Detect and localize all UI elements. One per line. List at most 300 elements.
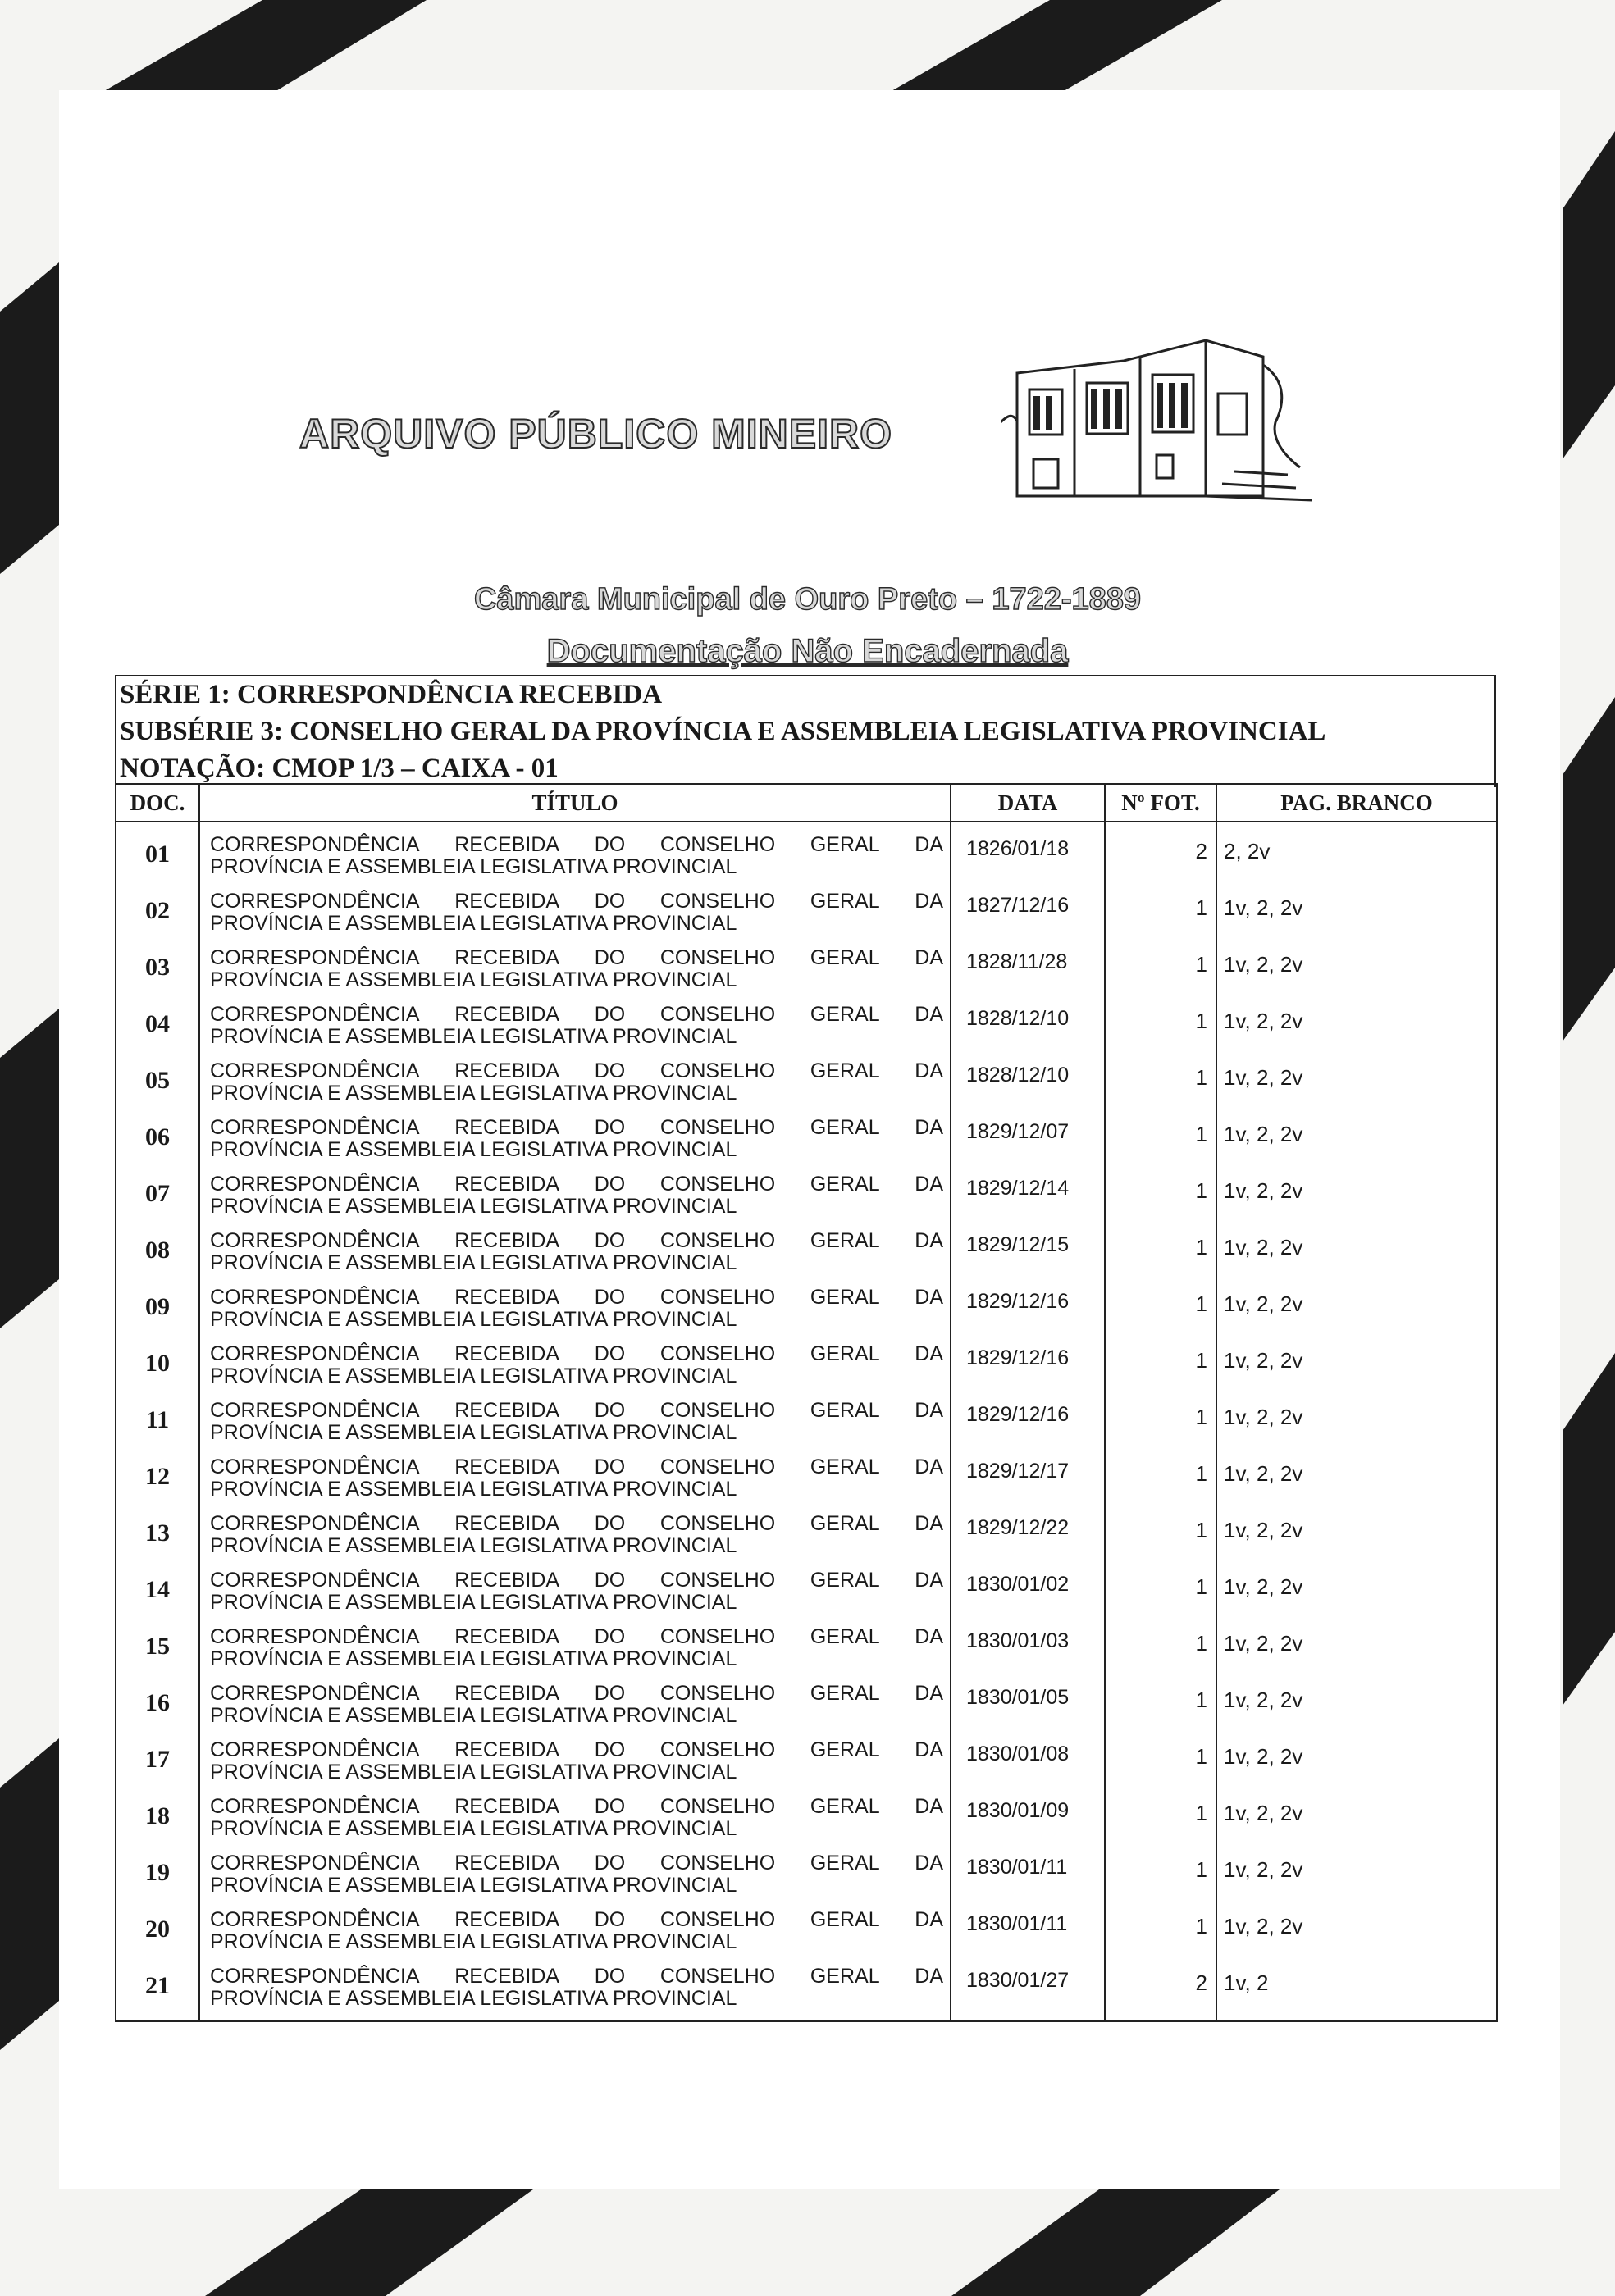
table-row: [116, 1964, 1497, 2021]
title-word: RECEBIDA: [454, 1682, 560, 1705]
title-word: GERAL: [810, 1229, 880, 1252]
title-word: RECEBIDA: [454, 1569, 560, 1592]
title-word: RECEBIDA: [454, 1286, 560, 1309]
title-word: RECEBIDA: [454, 1795, 560, 1818]
doc-title-line2: PROVÍNCIA E ASSEMBLEIA LEGISLATIVA PROVINCIAL: [210, 1591, 737, 1614]
blank-pages: 1v, 2, 2v: [1216, 1907, 1497, 1964]
title-word: DA: [915, 1569, 943, 1592]
title-word: DO: [594, 1512, 626, 1535]
title-word: DO: [594, 1399, 626, 1422]
blank-pages: 1v, 2, 2v: [1216, 1172, 1497, 1228]
table-row: [116, 1002, 1497, 1059]
subserie-line: SUBSÉRIE 3: CONSELHO GERAL DA PROVÍNCIA E ASSEMBLEIA LEGISLATIVA PROVINCIAL: [120, 717, 1326, 746]
photo-count: 1: [1105, 1342, 1216, 1398]
doc-date: 1828/12/10: [951, 1002, 1105, 1059]
table-row: [116, 945, 1497, 1002]
title-word: CORRESPONDÊNCIA: [210, 890, 420, 913]
doc-title-line2: PROVÍNCIA E ASSEMBLEIA LEGISLATIVA PROVINCIAL: [210, 1251, 737, 1274]
doc-date: 1830/01/02: [951, 1568, 1105, 1624]
table-row: [116, 1172, 1497, 1228]
doc-title-line2: PROVÍNCIA E ASSEMBLEIA LEGISLATIVA PROVINCIAL: [210, 968, 737, 991]
col-header-nfot: Nº FOT.: [1105, 784, 1216, 822]
title-word: GERAL: [810, 1342, 880, 1365]
title-word: GERAL: [810, 1908, 880, 1931]
title-word: GERAL: [810, 1738, 880, 1761]
title-word: RECEBIDA: [454, 1852, 560, 1875]
photo-count: 1: [1105, 1907, 1216, 1964]
title-word: CORRESPONDÊNCIA: [210, 1795, 420, 1818]
title-word: DO: [594, 1795, 626, 1818]
doc-title: [199, 1568, 951, 1624]
photo-count: 1: [1105, 1681, 1216, 1738]
table-row: [116, 1794, 1497, 1851]
doc-date: 1829/12/14: [951, 1172, 1105, 1228]
blank-pages: 1v, 2, 2v: [1216, 1002, 1497, 1059]
serie-line: SÉRIE 1: CORRESPONDÊNCIA RECEBIDA: [120, 680, 663, 709]
blank-pages: 1v, 2, 2v: [1216, 1342, 1497, 1398]
doc-date: 1829/12/17: [951, 1455, 1105, 1511]
title-word: DO: [594, 1569, 626, 1592]
doc-title: [199, 1738, 951, 1794]
doc-number: 03: [116, 945, 199, 1002]
title-word: DA: [915, 1512, 943, 1535]
notacao-line: NOTAÇÃO: CMOP 1/3 – CAIXA - 01: [120, 754, 559, 783]
blank-pages: 1v, 2, 2v: [1216, 1738, 1497, 1794]
doc-title-line2: PROVÍNCIA E ASSEMBLEIA LEGISLATIVA PROVINCIAL: [210, 1195, 737, 1218]
title-word: RECEBIDA: [454, 1342, 560, 1365]
title-word: GERAL: [810, 833, 880, 856]
blank-pages: 1v, 2, 2v: [1216, 1568, 1497, 1624]
doc-number: 09: [116, 1285, 199, 1342]
title-word: GERAL: [810, 1965, 880, 1988]
title-word: CONSELHO: [659, 890, 776, 913]
doc-title: [199, 1794, 951, 1851]
title-word: DO: [594, 1342, 626, 1365]
title-word: CORRESPONDÊNCIA: [210, 1682, 420, 1705]
title-word: GERAL: [810, 1512, 880, 1535]
table-row: [116, 1115, 1497, 1172]
title-word: GERAL: [810, 1399, 880, 1422]
title-word: DA: [915, 833, 943, 856]
blank-pages: 1v, 2, 2v: [1216, 1794, 1497, 1851]
title-word: CONSELHO: [659, 1682, 776, 1705]
title-word: DO: [594, 890, 626, 913]
title-word: DO: [594, 1059, 626, 1082]
photo-count: 1: [1105, 1228, 1216, 1285]
title-word: RECEBIDA: [454, 890, 560, 913]
doc-title: [199, 1511, 951, 1568]
title-word: CONSELHO: [659, 1512, 776, 1535]
photo-count: 1: [1105, 1059, 1216, 1115]
title-word: CORRESPONDÊNCIA: [210, 1286, 420, 1309]
col-header-data: DATA: [951, 784, 1105, 822]
title-word: CORRESPONDÊNCIA: [210, 1003, 420, 1026]
doc-title-line1: [210, 1400, 943, 1422]
title-word: CONSELHO: [659, 1795, 776, 1818]
title-word: DA: [915, 1908, 943, 1931]
title-word: DA: [915, 890, 943, 913]
title-word: GERAL: [810, 890, 880, 913]
title-word: DO: [594, 833, 626, 856]
table-row: [116, 1907, 1497, 1964]
title-word: DO: [594, 1738, 626, 1761]
title-word: CORRESPONDÊNCIA: [210, 1399, 420, 1422]
fund-title: Câmara Municipal de Ouro Preto – 1722-1889: [473, 582, 1142, 617]
doc-title-line1: [210, 891, 943, 913]
title-word: RECEBIDA: [454, 1059, 560, 1082]
title-word: CORRESPONDÊNCIA: [210, 1512, 420, 1535]
doc-title-line1: [210, 1966, 943, 1988]
photo-count: 2: [1105, 832, 1216, 889]
title-word: DO: [594, 1003, 626, 1026]
blank-pages: 1v, 2, 2v: [1216, 1228, 1497, 1285]
title-word: RECEBIDA: [454, 1625, 560, 1648]
table-row: [116, 1681, 1497, 1738]
title-word: CORRESPONDÊNCIA: [210, 1569, 420, 1592]
title-word: DA: [915, 1456, 943, 1478]
doc-title: [199, 832, 951, 889]
doc-title-line2: PROVÍNCIA E ASSEMBLEIA LEGISLATIVA PROVINCIAL: [210, 1421, 737, 1444]
doc-title-line2: PROVÍNCIA E ASSEMBLEIA LEGISLATIVA PROVINCIAL: [210, 1534, 737, 1557]
title-word: DA: [915, 1173, 943, 1196]
doc-title: [199, 1002, 951, 1059]
doc-title: [199, 1172, 951, 1228]
title-word: RECEBIDA: [454, 1229, 560, 1252]
title-word: DA: [915, 1682, 943, 1705]
title-word: DA: [915, 1003, 943, 1026]
doc-title: [199, 1907, 951, 1964]
doc-number: 01: [116, 832, 199, 889]
photo-count: 1: [1105, 945, 1216, 1002]
building-logo-icon: [1001, 324, 1312, 529]
title-word: DA: [915, 1059, 943, 1082]
doc-title: [199, 889, 951, 945]
title-word: CORRESPONDÊNCIA: [210, 1116, 420, 1139]
title-word: GERAL: [810, 1173, 880, 1196]
title-word: DA: [915, 1738, 943, 1761]
title-word: CONSELHO: [659, 1569, 776, 1592]
title-word: DO: [594, 1682, 626, 1705]
table-row: [116, 1228, 1497, 1285]
photo-count: 1: [1105, 889, 1216, 945]
blank-pages: 1v, 2, 2v: [1216, 1059, 1497, 1115]
blank-pages: 1v, 2, 2v: [1216, 1455, 1497, 1511]
title-word: GERAL: [810, 1286, 880, 1309]
doc-title-line1: [210, 1569, 943, 1592]
title-word: GERAL: [810, 1059, 880, 1082]
doc-date: 1830/01/09: [951, 1794, 1105, 1851]
title-word: CORRESPONDÊNCIA: [210, 1342, 420, 1365]
col-header-titulo: TÍTULO: [199, 784, 951, 822]
doc-title: [199, 1285, 951, 1342]
title-word: GERAL: [810, 1682, 880, 1705]
doc-title-line2: PROVÍNCIA E ASSEMBLEIA LEGISLATIVA PROVINCIAL: [210, 1364, 737, 1387]
title-word: DA: [915, 946, 943, 969]
blank-pages: 2, 2v: [1216, 832, 1497, 889]
doc-number: 19: [116, 1851, 199, 1907]
title-word: GERAL: [810, 1852, 880, 1875]
title-word: DA: [915, 1625, 943, 1648]
photo-count: 1: [1105, 1511, 1216, 1568]
doc-date: 1829/12/07: [951, 1115, 1105, 1172]
title-word: DA: [915, 1229, 943, 1252]
doc-title-line2: PROVÍNCIA E ASSEMBLEIA LEGISLATIVA PROVINCIAL: [210, 1704, 737, 1727]
col-header-pag: PAG. BRANCO: [1216, 784, 1497, 822]
doc-date: 1830/01/11: [951, 1907, 1105, 1964]
doc-title-line1: [210, 1739, 943, 1761]
title-word: DO: [594, 1173, 626, 1196]
title-word: RECEBIDA: [454, 1965, 560, 1988]
table-row: [116, 1511, 1497, 1568]
title-word: DO: [594, 1229, 626, 1252]
title-word: GERAL: [810, 1456, 880, 1478]
doc-title-line2: PROVÍNCIA E ASSEMBLEIA LEGISLATIVA PROVINCIAL: [210, 1082, 737, 1105]
notation-box: [115, 675, 1496, 787]
collection-title: Documentação Não Encadernada: [546, 633, 1069, 669]
doc-title-line1: [210, 1004, 943, 1026]
table-row: [116, 832, 1497, 889]
doc-title-line1: [210, 1626, 943, 1648]
doc-date: 1829/12/22: [951, 1511, 1105, 1568]
photo-count: 2: [1105, 1964, 1216, 2021]
doc-title-line1: [210, 1230, 943, 1252]
doc-title-line1: [210, 1909, 943, 1931]
doc-title-line2: PROVÍNCIA E ASSEMBLEIA LEGISLATIVA PROVINCIAL: [210, 1025, 737, 1048]
blank-pages: 1v, 2, 2v: [1216, 889, 1497, 945]
title-word: CONSELHO: [659, 1399, 776, 1422]
blank-pages: 1v, 2, 2v: [1216, 1681, 1497, 1738]
title-word: CONSELHO: [659, 1965, 776, 1988]
title-word: DA: [915, 1399, 943, 1422]
doc-number: 10: [116, 1342, 199, 1398]
title-word: CONSELHO: [659, 1625, 776, 1648]
title-word: CORRESPONDÊNCIA: [210, 1738, 420, 1761]
title-word: GERAL: [810, 1569, 880, 1592]
table-row: [116, 1738, 1497, 1794]
photo-count: 1: [1105, 1794, 1216, 1851]
title-word: DO: [594, 1625, 626, 1648]
doc-number: 02: [116, 889, 199, 945]
doc-title-line2: PROVÍNCIA E ASSEMBLEIA LEGISLATIVA PROVINCIAL: [210, 1478, 737, 1501]
title-word: DO: [594, 1116, 626, 1139]
title-word: DO: [594, 946, 626, 969]
doc-title: [199, 945, 951, 1002]
photo-count: 1: [1105, 1851, 1216, 1907]
title-word: DO: [594, 1908, 626, 1931]
doc-date: 1829/12/16: [951, 1285, 1105, 1342]
blank-pages: 1v, 2, 2v: [1216, 1285, 1497, 1342]
title-word: DA: [915, 1795, 943, 1818]
doc-title: [199, 1342, 951, 1398]
title-word: DO: [594, 1456, 626, 1478]
photo-count: 1: [1105, 1398, 1216, 1455]
doc-number: 07: [116, 1172, 199, 1228]
table-row: [116, 889, 1497, 945]
title-word: RECEBIDA: [454, 1908, 560, 1931]
table-row: [116, 1342, 1497, 1398]
title-word: CONSELHO: [659, 1852, 776, 1875]
title-word: CONSELHO: [659, 1908, 776, 1931]
doc-title: [199, 1851, 951, 1907]
doc-title-line1: [210, 1513, 943, 1535]
title-word: CONSELHO: [659, 833, 776, 856]
title-word: GERAL: [810, 1003, 880, 1026]
photo-count: 1: [1105, 1285, 1216, 1342]
doc-number: 11: [116, 1398, 199, 1455]
title-word: CONSELHO: [659, 1738, 776, 1761]
doc-title-line2: PROVÍNCIA E ASSEMBLEIA LEGISLATIVA PROVINCIAL: [210, 1874, 737, 1897]
title-word: CORRESPONDÊNCIA: [210, 1852, 420, 1875]
title-word: CORRESPONDÊNCIA: [210, 1965, 420, 1988]
title-word: CONSELHO: [659, 1059, 776, 1082]
doc-number: 04: [116, 1002, 199, 1059]
doc-date: 1829/12/15: [951, 1228, 1105, 1285]
doc-title-line1: [210, 1117, 943, 1139]
doc-date: 1829/12/16: [951, 1342, 1105, 1398]
title-word: GERAL: [810, 1795, 880, 1818]
title-word: DO: [594, 1852, 626, 1875]
title-word: RECEBIDA: [454, 1738, 560, 1761]
doc-title: [199, 1681, 951, 1738]
title-word: CORRESPONDÊNCIA: [210, 1173, 420, 1196]
title-word: RECEBIDA: [454, 1456, 560, 1478]
doc-title-line1: [210, 1852, 943, 1875]
doc-number: 20: [116, 1907, 199, 1964]
doc-date: 1830/01/08: [951, 1738, 1105, 1794]
photo-count: 1: [1105, 1115, 1216, 1172]
doc-title-line1: [210, 1456, 943, 1478]
doc-date: 1829/12/16: [951, 1398, 1105, 1455]
doc-number: 18: [116, 1794, 199, 1851]
table-row: [116, 1285, 1497, 1342]
title-word: DO: [594, 1965, 626, 1988]
blank-pages: 1v, 2, 2v: [1216, 1398, 1497, 1455]
doc-title: [199, 1455, 951, 1511]
doc-title: [199, 1059, 951, 1115]
col-header-doc: DOC.: [116, 784, 199, 822]
title-word: CONSELHO: [659, 1003, 776, 1026]
title-word: CORRESPONDÊNCIA: [210, 1908, 420, 1931]
title-word: DO: [594, 1286, 626, 1309]
doc-title: [199, 1964, 951, 2021]
doc-title-line1: [210, 1173, 943, 1196]
title-word: CORRESPONDÊNCIA: [210, 946, 420, 969]
doc-number: 17: [116, 1738, 199, 1794]
photo-count: 1: [1105, 1738, 1216, 1794]
title-word: RECEBIDA: [454, 833, 560, 856]
table-row: [116, 1455, 1497, 1511]
inventory-table: [115, 783, 1498, 2022]
doc-title: [199, 1228, 951, 1285]
blank-pages: 1v, 2, 2v: [1216, 945, 1497, 1002]
doc-title-line2: PROVÍNCIA E ASSEMBLEIA LEGISLATIVA PROVINCIAL: [210, 855, 737, 878]
doc-number: 08: [116, 1228, 199, 1285]
doc-date: 1830/01/11: [951, 1851, 1105, 1907]
photo-count: 1: [1105, 1002, 1216, 1059]
title-word: CORRESPONDÊNCIA: [210, 1229, 420, 1252]
title-word: RECEBIDA: [454, 1512, 560, 1535]
blank-pages: 1v, 2: [1216, 1964, 1497, 2021]
doc-date: 1830/01/05: [951, 1681, 1105, 1738]
doc-title-line1: [210, 1343, 943, 1365]
doc-number: 13: [116, 1511, 199, 1568]
doc-title-line2: PROVÍNCIA E ASSEMBLEIA LEGISLATIVA PROVINCIAL: [210, 1647, 737, 1670]
title-word: RECEBIDA: [454, 1399, 560, 1422]
doc-title-line1: [210, 1683, 943, 1705]
title-word: RECEBIDA: [454, 1003, 560, 1026]
doc-title: [199, 1398, 951, 1455]
doc-title-line1: [210, 1060, 943, 1082]
doc-title-line1: [210, 947, 943, 969]
institution-title: ARQUIVO PÚBLICO MINEIRO: [299, 411, 893, 457]
doc-title-line2: PROVÍNCIA E ASSEMBLEIA LEGISLATIVA PROVINCIAL: [210, 1138, 737, 1161]
photo-count: 1: [1105, 1455, 1216, 1511]
title-word: CONSELHO: [659, 1229, 776, 1252]
table-row: [116, 1624, 1497, 1681]
doc-title-line2: PROVÍNCIA E ASSEMBLEIA LEGISLATIVA PROVINCIAL: [210, 1761, 737, 1784]
doc-number: 15: [116, 1624, 199, 1681]
doc-date: 1827/12/16: [951, 889, 1105, 945]
inventory-rows: [116, 832, 1497, 2021]
table-row: [116, 1568, 1497, 1624]
title-word: GERAL: [810, 946, 880, 969]
table-row: [116, 1059, 1497, 1115]
doc-title: [199, 1624, 951, 1681]
doc-number: 06: [116, 1115, 199, 1172]
table-row: [116, 1851, 1497, 1907]
doc-title-line2: PROVÍNCIA E ASSEMBLEIA LEGISLATIVA PROVINCIAL: [210, 1930, 737, 1953]
title-word: RECEBIDA: [454, 1173, 560, 1196]
doc-number: 12: [116, 1455, 199, 1511]
title-word: CORRESPONDÊNCIA: [210, 833, 420, 856]
title-word: CONSELHO: [659, 1342, 776, 1365]
doc-title-line2: PROVÍNCIA E ASSEMBLEIA LEGISLATIVA PROVINCIAL: [210, 912, 737, 935]
title-word: DA: [915, 1286, 943, 1309]
doc-title-line1: [210, 1287, 943, 1309]
title-word: CONSELHO: [659, 946, 776, 969]
doc-title-line1: [210, 1796, 943, 1818]
doc-number: 16: [116, 1681, 199, 1738]
doc-title-line2: PROVÍNCIA E ASSEMBLEIA LEGISLATIVA PROVINCIAL: [210, 1987, 737, 2010]
title-word: DA: [915, 1852, 943, 1875]
doc-number: 14: [116, 1568, 199, 1624]
doc-title-line1: [210, 834, 943, 856]
photo-count: 1: [1105, 1172, 1216, 1228]
title-word: GERAL: [810, 1625, 880, 1648]
title-word: DA: [915, 1116, 943, 1139]
title-word: DA: [915, 1342, 943, 1365]
title-word: CORRESPONDÊNCIA: [210, 1059, 420, 1082]
doc-date: 1828/11/28: [951, 945, 1105, 1002]
table-row: [116, 1398, 1497, 1455]
blank-pages: 1v, 2, 2v: [1216, 1624, 1497, 1681]
doc-title-line2: PROVÍNCIA E ASSEMBLEIA LEGISLATIVA PROVINCIAL: [210, 1817, 737, 1840]
title-word: RECEBIDA: [454, 946, 560, 969]
title-word: RECEBIDA: [454, 1116, 560, 1139]
doc-date: 1830/01/27: [951, 1964, 1105, 2021]
doc-number: 21: [116, 1964, 199, 2021]
title-word: CONSELHO: [659, 1173, 776, 1196]
title-word: DA: [915, 1965, 943, 1988]
title-word: GERAL: [810, 1116, 880, 1139]
title-word: CONSELHO: [659, 1456, 776, 1478]
title-word: CORRESPONDÊNCIA: [210, 1625, 420, 1648]
blank-pages: 1v, 2, 2v: [1216, 1851, 1497, 1907]
title-word: CORRESPONDÊNCIA: [210, 1456, 420, 1478]
doc-date: 1830/01/03: [951, 1624, 1105, 1681]
doc-title: [199, 1115, 951, 1172]
photo-count: 1: [1105, 1568, 1216, 1624]
